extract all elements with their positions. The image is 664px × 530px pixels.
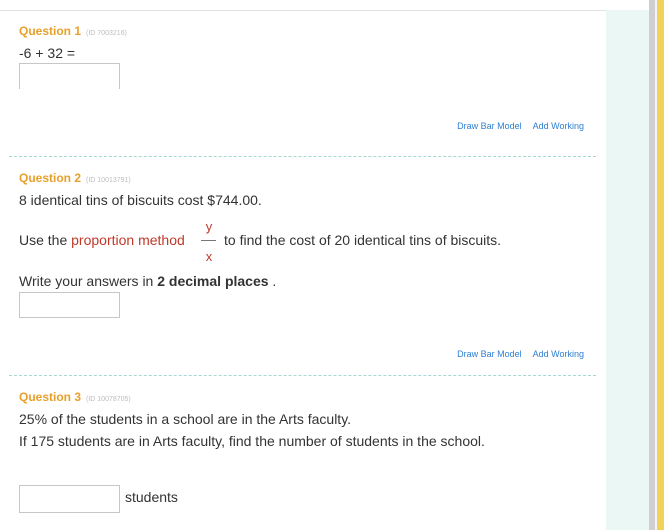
question-1-actions xyxy=(446,121,584,131)
question-3-header xyxy=(19,390,131,404)
question-2-line-3-prefix: Write your answers in xyxy=(19,273,154,289)
add-working-link[interactable]: Add Working xyxy=(532,121,584,131)
question-2-line-1: 8 identical tins of biscuits cost $744.00. xyxy=(19,192,262,208)
top-bar xyxy=(0,0,664,11)
question-2-line-3 xyxy=(19,273,276,289)
question-2-header xyxy=(19,171,131,185)
decimal-places-emphasis: 2 decimal places xyxy=(157,273,269,289)
draw-bar-model-link[interactable]: Draw Bar Model xyxy=(457,349,522,359)
side-panel xyxy=(606,10,649,530)
answer-unit-label: students xyxy=(125,489,178,505)
question-divider xyxy=(9,375,596,376)
draw-bar-model-link[interactable]: Draw Bar Model xyxy=(457,121,522,131)
question-3-title: Question 3 xyxy=(19,390,82,404)
add-working-link[interactable]: Add Working xyxy=(532,349,584,359)
question-2-line-3-suffix: . xyxy=(272,273,277,289)
question-divider xyxy=(9,156,596,157)
question-3-id: (ID 10078705) xyxy=(86,396,131,403)
question-1-header xyxy=(19,24,127,38)
question-2-actions xyxy=(446,349,584,359)
question-3-line-2: If 175 students are in Arts faculty, find the number of students in the school. xyxy=(19,433,485,449)
question-2-line-2-prefix: Use the xyxy=(19,232,68,248)
question-2-line-2 xyxy=(19,232,185,248)
question-2-id: (ID 10013791) xyxy=(86,177,131,184)
question-1-id: (ID 7003216) xyxy=(86,30,127,37)
fraction-bar xyxy=(201,240,216,241)
fraction-numerator: y xyxy=(205,219,213,234)
question-3-line-1: 25% of the students in a school are in the Arts faculty. xyxy=(19,411,352,427)
side-accent-bar xyxy=(657,0,664,530)
question-1-title: Question 1 xyxy=(19,24,82,38)
question-1-answer-input[interactable] xyxy=(19,63,120,89)
question-2-answer-input[interactable] xyxy=(19,292,120,318)
question-2-line-2-suffix: to find the cost of 20 identical tins of biscuits. xyxy=(224,232,502,248)
question-1-expression: -6 + 32 = xyxy=(19,45,76,61)
question-list xyxy=(0,11,606,530)
question-3-answer-input[interactable] xyxy=(19,485,120,513)
proportion-method-link[interactable]: proportion method xyxy=(71,232,185,248)
fraction-denominator: x xyxy=(205,249,213,264)
question-2-title: Question 2 xyxy=(19,171,82,185)
